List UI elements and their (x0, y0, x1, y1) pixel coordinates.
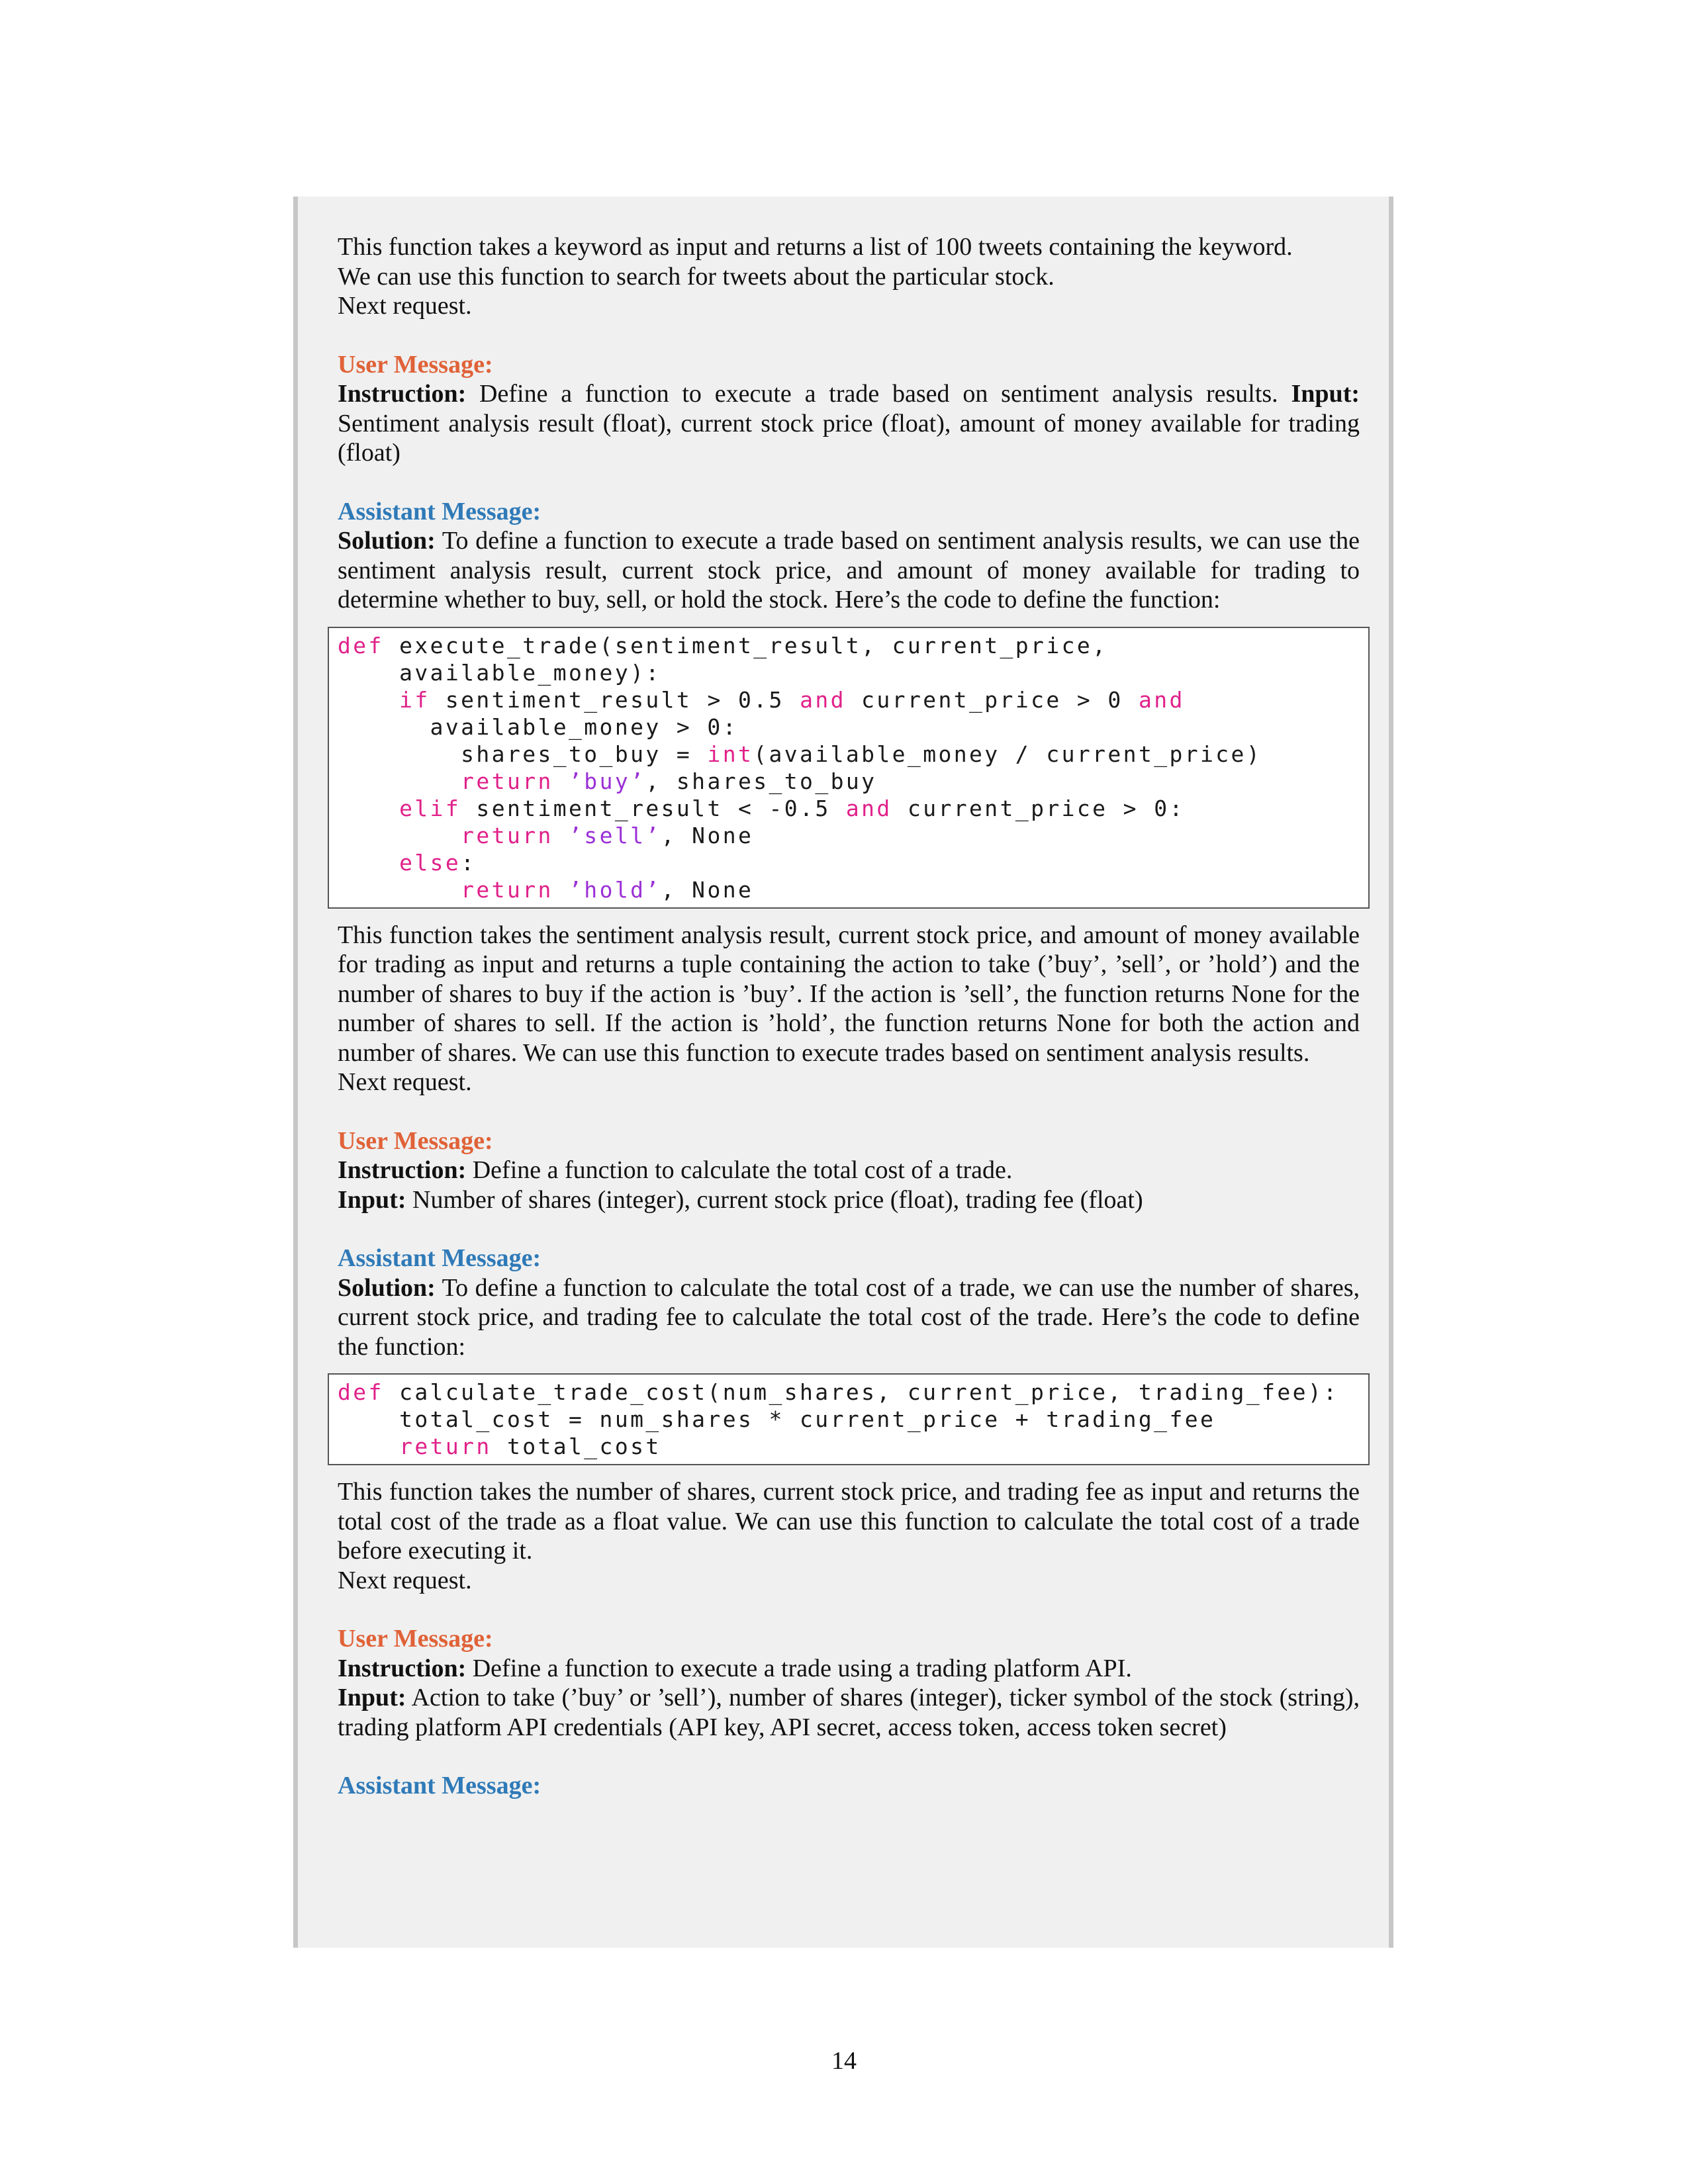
solution-label: Solution: (338, 527, 436, 555)
code-line: return ’buy’, shares_to_buy (461, 768, 877, 794)
code-line: available_money > 0: (338, 713, 738, 740)
code-listing (338, 632, 1359, 903)
instruction-label: Instruction: (338, 1654, 467, 1682)
intro-line-3: Next request. (338, 292, 472, 320)
user-instruction (338, 1654, 1360, 1684)
assistant-explanation: This function takes the sentiment analysis result, current stock price, and amount of money available for trading as input and returns a tuple containing the action to take (’buy’, ’sell’, or ’hold’) and the number of shares to buy if the action is ’buy’. If the action is ’sell’, the function returns None for the number of shares to sell. If the action is ’hold’, the function returns None for both the action and number of shares. We can use this function to execute trades based on sentiment analysis results. (338, 921, 1360, 1067)
assistant-solution (338, 1273, 1360, 1362)
intro-line-2: We can use this function to search for tweets about the particular stock. (338, 262, 1055, 291)
assistant-solution (338, 526, 1360, 615)
assistant-message-heading: Assistant Message: (338, 497, 541, 525)
user-message-heading: User Message: (338, 1625, 493, 1653)
code-block (328, 627, 1370, 909)
next-request: Next request. (338, 1566, 472, 1594)
page-number: 14 (831, 2047, 857, 2075)
code-line: else: (399, 849, 477, 876)
dialogue-content (338, 232, 1360, 1801)
assistant-message-heading: Assistant Message: (338, 1244, 541, 1272)
user-input (338, 1683, 1360, 1742)
code-line: return ’hold’, None (461, 876, 754, 903)
code-block (328, 1373, 1370, 1465)
input-text: Number of shares (integer), current stock price (float), trading fee (float) (406, 1185, 1143, 1214)
input-text: Sentiment analysis result (float), current stock price (float), amount of money available for trading (float) (338, 409, 1360, 467)
code-line: available_money): (338, 659, 661, 686)
next-request: Next request. (338, 1068, 472, 1096)
instruction-text: Define a function to execute a trade based on sentiment analysis results. (466, 380, 1291, 408)
instruction-label: Instruction: (338, 380, 467, 408)
instruction-text: Define a function to calculate the total cost of a trade. (466, 1156, 1013, 1184)
user-message-heading: User Message: (338, 1126, 493, 1155)
instruction-text: Define a function to execute a trade using a trading platform API. (466, 1654, 1132, 1682)
solution-text: To define a function to calculate the total cost of a trade, we can use the number of shares, current stock price, and trading fee to calculate the total cost of the trade. Here’s the code to define the function: (338, 1273, 1360, 1361)
user-instruction (338, 379, 1360, 468)
code-line: return ’sell’, None (461, 822, 754, 848)
input-text: Action to take (’buy’ or ’sell’), number of shares (integer), ticker symbol of the stock (string), trading platform API credentials (API key, API secret, access token, access token secret) (338, 1684, 1360, 1741)
instruction-label: Instruction: (338, 1156, 467, 1184)
input-label: Input: (338, 1684, 406, 1711)
assistant-message-heading: Assistant Message: (338, 1772, 541, 1799)
code-line: if sentiment_result > 0.5 and current_price > 0 and (399, 686, 1185, 713)
input-label: Input: (1291, 380, 1360, 408)
intro-line-1: This function takes a keyword as input and returns a list of 100 tweets containing the keyword. (338, 233, 1293, 261)
code-line: shares_to_buy = int(available_money / current_price) (338, 741, 1262, 767)
code-line: def calculate_trade_cost(num_shares, current_price, trading_fee): (338, 1379, 1339, 1405)
solution-label: Solution: (338, 1273, 436, 1302)
code-line: total_cost = num_shares * current_price + trading_fee (338, 1406, 1216, 1432)
code-line: elif sentiment_result < -0.5 and current_price > 0: (399, 795, 1185, 821)
assistant-explanation: This function takes the number of shares, current stock price, and trading fee as input and returns the total cost of the trade as a float value. We can use this function to calculate the total cost of a trade before executing it. (338, 1478, 1360, 1565)
code-line: return total_cost (399, 1433, 661, 1459)
solution-text: To define a function to execute a trade based on sentiment analysis results, we can use the sentiment analysis result, current stock price, and amount of money available for trading to determine whether to buy, sell, or hold the stock. Here’s the code to define the function: (338, 527, 1360, 614)
code-listing (338, 1379, 1359, 1460)
code-line: def execute_trade(sentiment_result, current_price, (338, 632, 1108, 659)
user-instruction (338, 1156, 1360, 1185)
user-input (338, 1185, 1360, 1215)
input-label: Input: (338, 1185, 406, 1214)
user-message-heading: User Message: (338, 350, 493, 379)
